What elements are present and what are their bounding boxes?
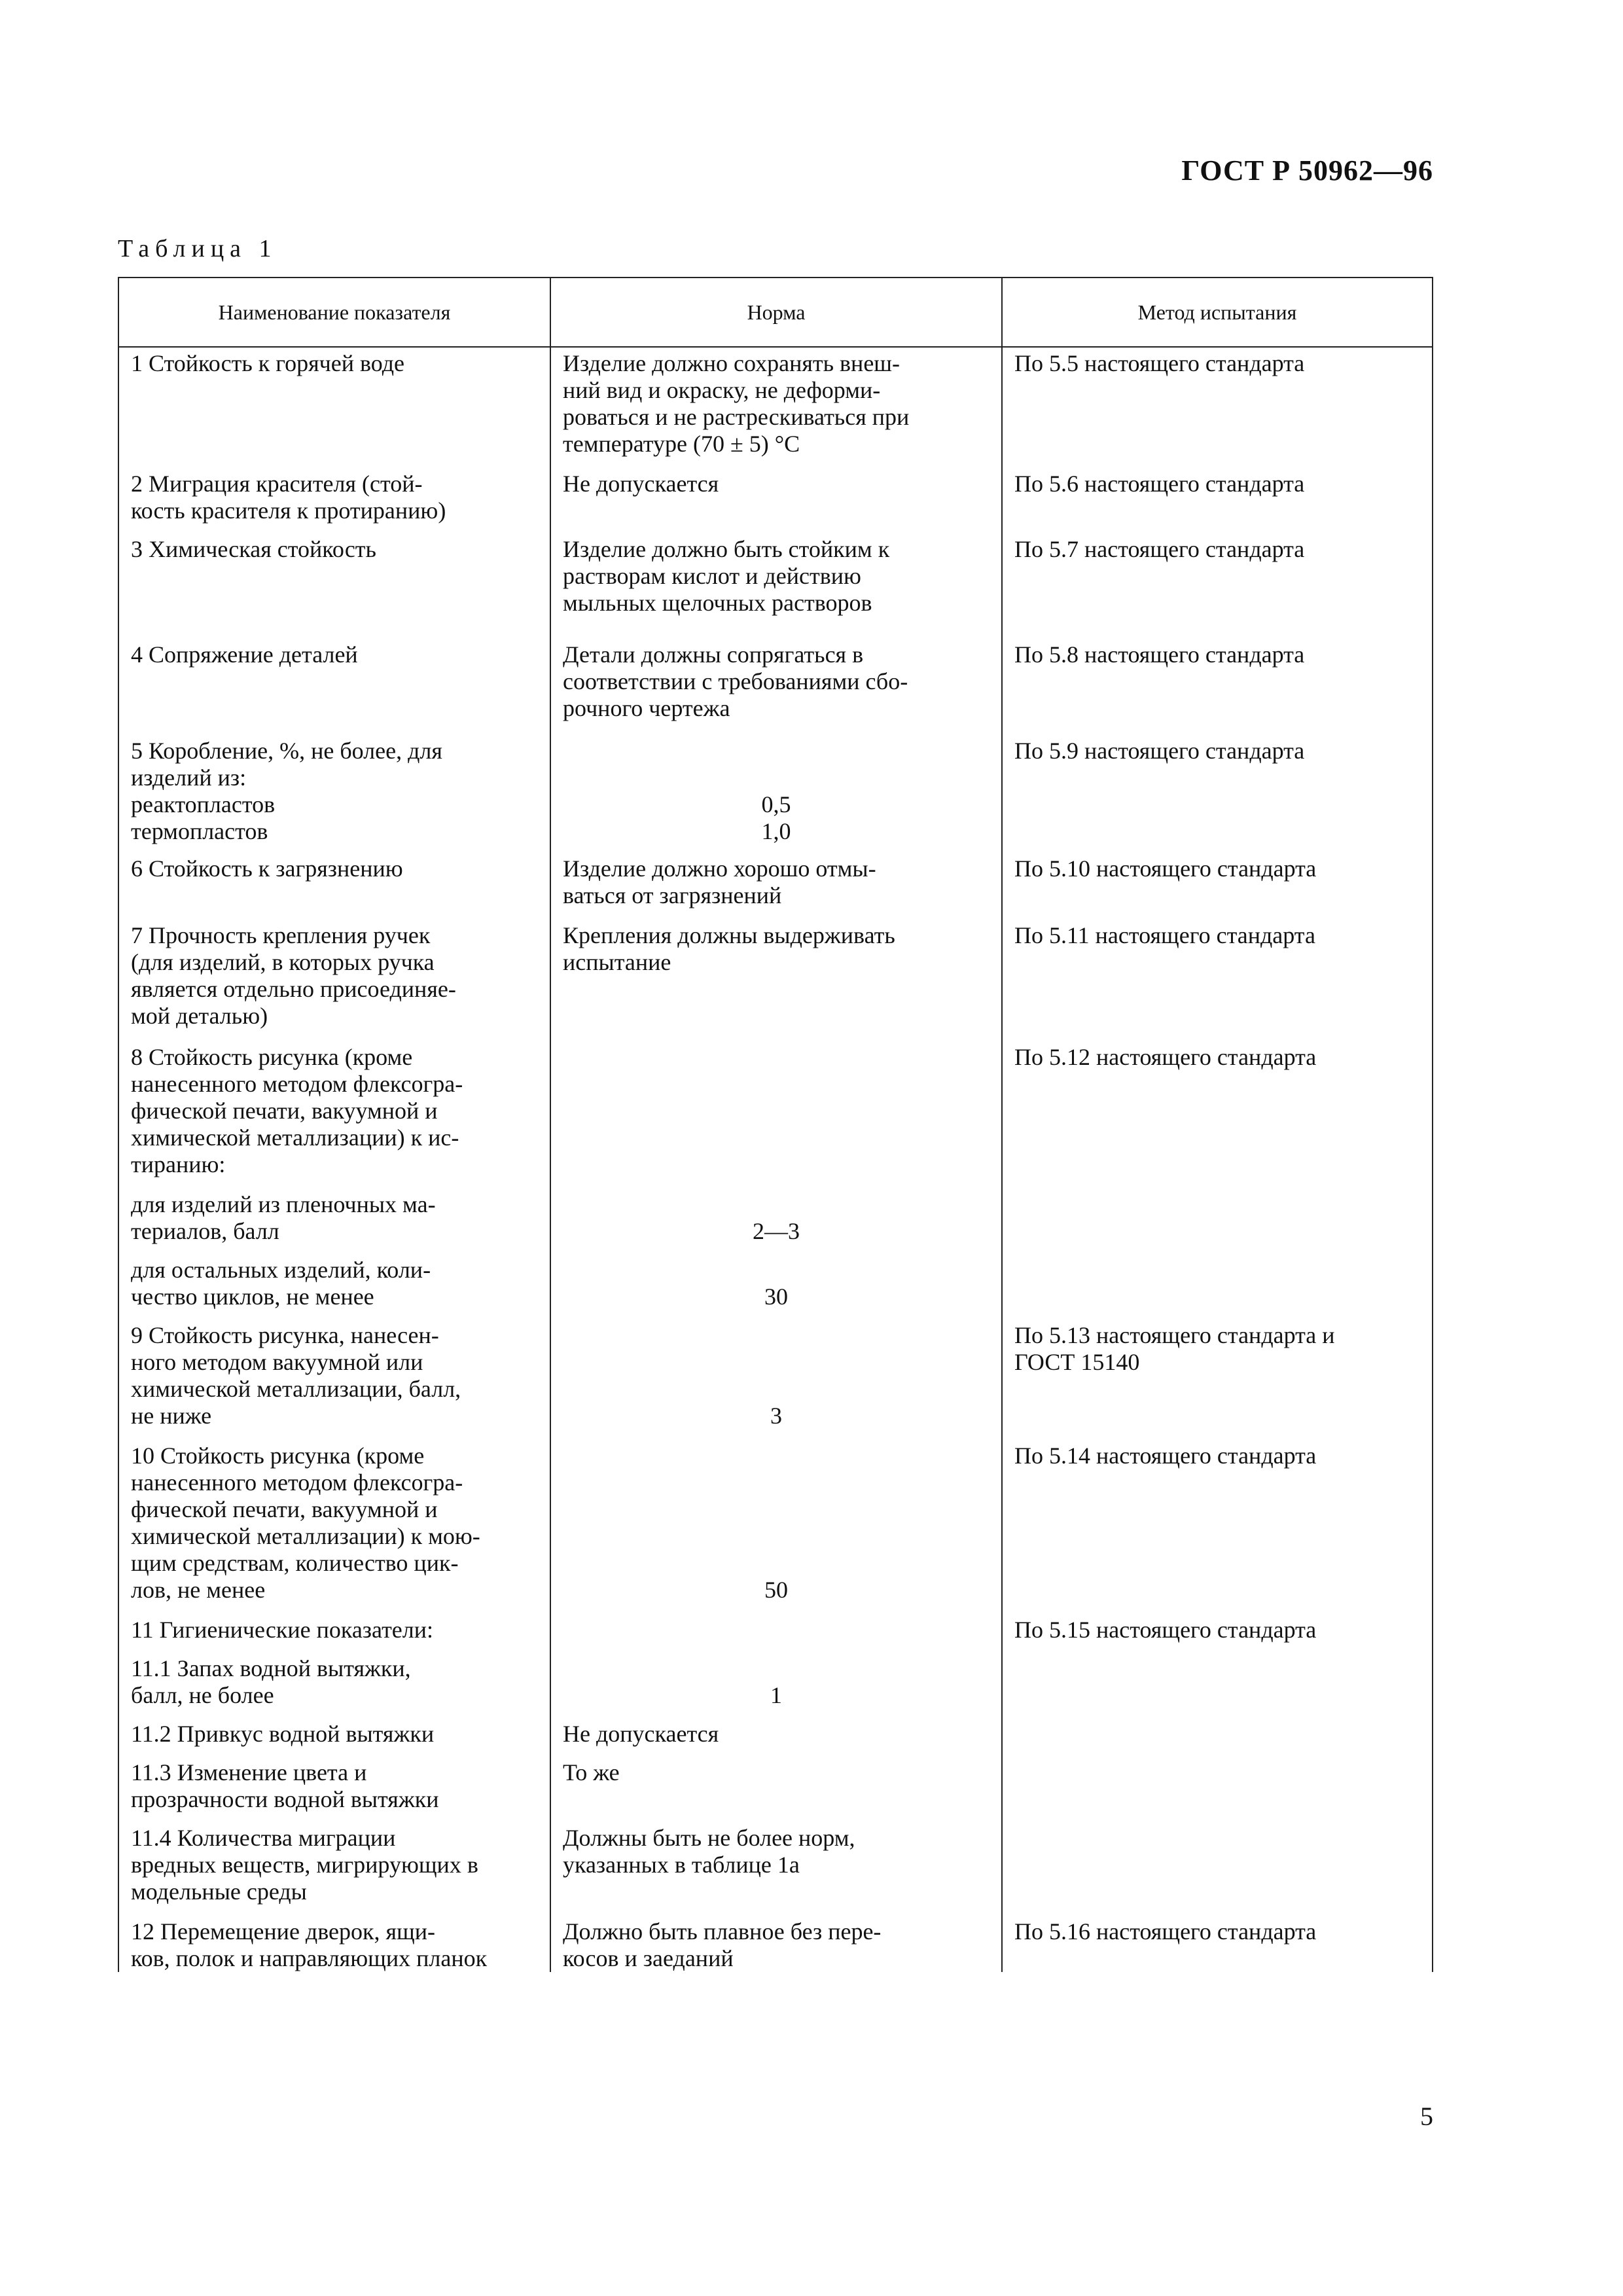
table-row [118, 1613, 1433, 1651]
table-header [118, 278, 1433, 348]
method-cell [1001, 1825, 1433, 1905]
indicator-cell: 11.4 Количества миграции вредных веществ, мигрирующих в модельные среды [131, 1825, 478, 1905]
norm-cell: Изделие должно хорошо отмы- ваться от загрязнений [563, 855, 876, 908]
norm-cell [550, 1044, 1001, 1178]
method-cell [1001, 1257, 1433, 1310]
table-row [118, 852, 1433, 917]
norm-cell: 0,5 1,0 [761, 791, 791, 844]
table-row [118, 1651, 1433, 1717]
norm-cell: Не допускается [563, 471, 719, 497]
standard-code: ГОСТ Р 50962—96 [1181, 154, 1433, 187]
norm-cell: Детали должны сопрягаться в соответствии с требованиями сбо- рочного чертежа [563, 641, 908, 721]
table-row [118, 1187, 1433, 1253]
table-row [118, 917, 1433, 1039]
method-cell: По 5.10 настоящего стандарта [1014, 855, 1317, 882]
column-header-method: Метод испытания [1001, 278, 1433, 346]
table-row [118, 1913, 1433, 1972]
table-caption: Таблица 1 [118, 235, 277, 262]
requirements-table [118, 277, 1433, 1972]
norm-cell: Не допускается [563, 1721, 719, 1747]
column-header-norm: Норма [550, 278, 1001, 346]
norm-cell: 30 [764, 1283, 788, 1310]
table-row [118, 1821, 1433, 1913]
norm-cell: Изделие должно сохранять внеш- ний вид и окраску, не деформи- роваться и не растрескиваться при температуре (70 ± 5) °С [563, 350, 910, 457]
norm-cell: Изделие должно быть стойким к растворам кислот и действию мыльных щелочных растворов [563, 536, 890, 616]
page-number: 5 [1420, 2102, 1433, 2131]
indicator-cell: 6 Стойкость к загрязнению [131, 855, 403, 882]
table-row [118, 348, 1433, 467]
table-body [118, 348, 1433, 1972]
indicator-cell: 5 Коробление, %, не более, для изделий из: реактопластов термопластов [131, 738, 442, 844]
column-divider [550, 348, 551, 1972]
norm-cell: Крепления должны выдерживать испытание [563, 922, 895, 975]
method-cell [1001, 1721, 1433, 1748]
table-row [118, 1039, 1433, 1187]
indicator-cell: 7 Прочность крепления ручек (для изделий, в которых ручка является отдельно присоединяе- мой деталью) [131, 922, 456, 1029]
norm-cell: Должно быть плавное без пере- косов и заеданий [563, 1918, 882, 1971]
method-cell [1001, 1655, 1433, 1709]
method-cell: По 5.14 настоящего стандарта [1014, 1443, 1317, 1469]
method-cell: По 5.5 настоящего стандарта [1014, 350, 1305, 376]
indicator-cell: 11 Гигиенические показатели: [131, 1617, 434, 1643]
norm-cell: 1 [770, 1682, 782, 1708]
method-cell: По 5.7 настоящего стандарта [1014, 536, 1305, 562]
method-cell: По 5.6 настоящего стандарта [1014, 471, 1305, 497]
method-cell: По 5.9 настоящего стандарта [1014, 738, 1305, 764]
indicator-cell: 11.2 Привкус водной вытяжки [131, 1721, 435, 1747]
method-cell [1001, 1191, 1433, 1245]
indicator-cell: 1 Стойкость к горячей воде [131, 350, 405, 376]
indicator-cell: 9 Стойкость рисунка, нанесен- ного методом вакуумной или химической металлизации, балл, не ниже [131, 1322, 461, 1429]
table-row [118, 532, 1433, 635]
column-divider [1001, 348, 1003, 1972]
indicator-cell: для остальных изделий, коли- чество циклов, не менее [131, 1257, 431, 1310]
indicator-cell: 2 Миграция красителя (стой- кость красителя к протиранию) [131, 471, 446, 524]
column-divider [118, 348, 119, 1972]
column-divider [1432, 348, 1433, 1972]
table-row [118, 467, 1433, 532]
table-row [118, 731, 1433, 852]
indicator-cell: 10 Стойкость рисунка (кроме нанесенного методом флексогра- фической печати, вакуумной и химической металлизации) к мою- щим средствам, количество цик- лов, не менее [131, 1443, 480, 1603]
norm-cell: 50 [764, 1577, 788, 1603]
indicator-cell: 4 Сопряжение деталей [131, 641, 358, 668]
method-cell: По 5.13 настоящего стандарта и ГОСТ 15140 [1014, 1322, 1335, 1375]
indicator-cell: 8 Стойкость рисунка (кроме нанесенного методом флексогра- фической печати, вакуумной и химической металлизации) к ис- тиранию: [131, 1044, 463, 1177]
table-row [118, 1755, 1433, 1821]
table-row [118, 635, 1433, 731]
norm-cell: 2—3 [753, 1218, 800, 1244]
indicator-cell: 12 Перемещение дверок, ящи- ков, полок и направляющих планок [131, 1918, 488, 1971]
norm-cell: То же [563, 1759, 620, 1785]
method-cell: По 5.11 настоящего стандарта [1014, 922, 1315, 948]
method-cell: По 5.12 настоящего стандарта [1014, 1044, 1317, 1070]
table-row [118, 1717, 1433, 1755]
indicator-cell: 11.1 Запах водной вытяжки, балл, не более [131, 1655, 411, 1708]
indicator-cell: для изделий из пленочных ма- териалов, балл [131, 1191, 436, 1244]
norm-cell [550, 1617, 1001, 1643]
indicator-cell: 3 Химическая стойкость [131, 536, 376, 562]
method-cell: По 5.16 настоящего стандарта [1014, 1918, 1317, 1945]
method-cell: По 5.15 настоящего стандарта [1014, 1617, 1317, 1643]
table-row [118, 1253, 1433, 1318]
table-row [118, 1318, 1433, 1439]
norm-cell: 3 [770, 1403, 782, 1429]
indicator-cell: 11.3 Изменение цвета и прозрачности водной вытяжки [131, 1759, 439, 1812]
method-cell: По 5.8 настоящего стандарта [1014, 641, 1305, 668]
method-cell [1001, 1759, 1433, 1813]
norm-cell: Должны быть не более норм, указанных в таблице 1а [563, 1825, 855, 1878]
table-row [118, 1439, 1433, 1613]
column-header-indicator: Наименование показателя [118, 278, 550, 346]
